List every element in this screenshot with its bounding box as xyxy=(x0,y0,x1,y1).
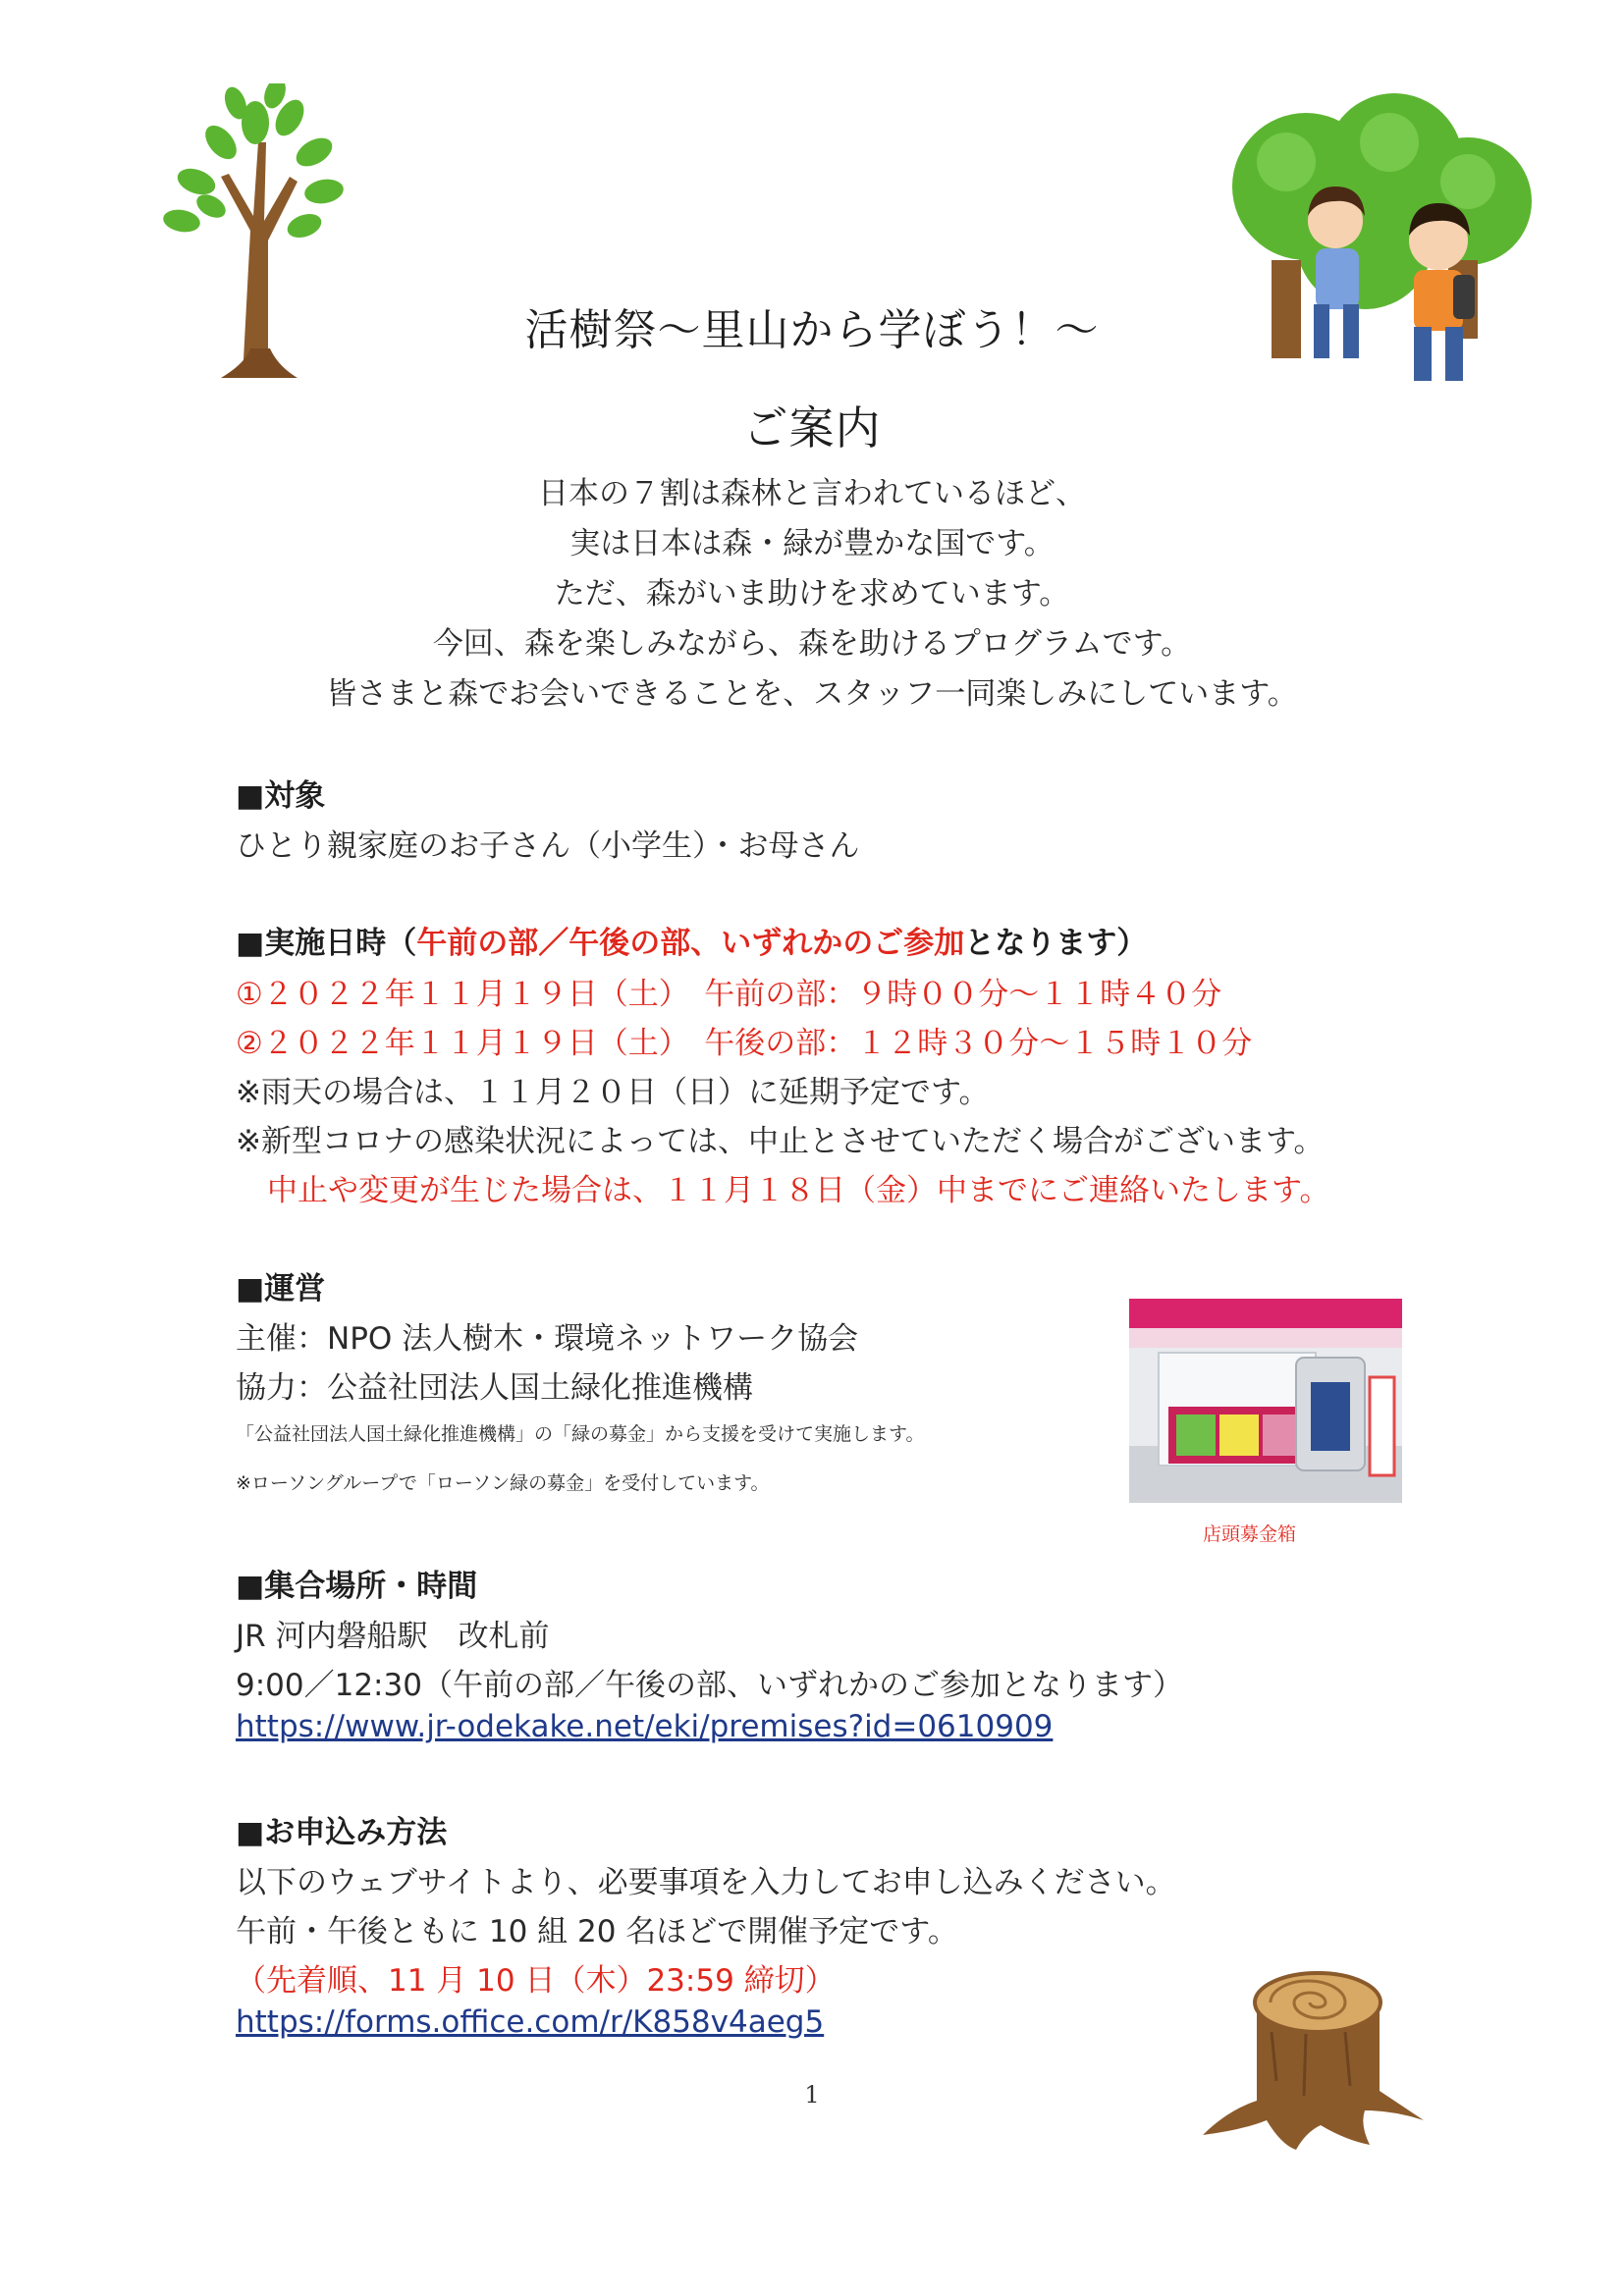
intro-line: 実は日本は森・緑が豊かな国です。 xyxy=(569,526,1055,561)
meeting-place: JR 河内磐船駅 改札前 xyxy=(236,1619,550,1654)
intro-line: 今回、森を楽しみながら、森を助けるプログラムです。 xyxy=(432,626,1192,662)
apply-text-2: 午前・午後ともに 10 組 20 名ほどで開催予定です。 xyxy=(236,1914,958,1949)
page-title: 活樹祭～里山から学ぼう！～ xyxy=(524,305,1100,355)
meeting-time: 9:00／12:30（午前の部／午後の部、いずれかのご参加となります） xyxy=(236,1668,1183,1703)
apply-text-1: 以下のウェブサイトより、必要事項を入力してお申し込みください。 xyxy=(236,1865,1176,1900)
apply-heading: ■お申込み方法 xyxy=(236,1815,448,1850)
schedule-heading xyxy=(236,918,1147,962)
apply-deadline: （先着順、11 月 10 日（木）23:59 締切） xyxy=(236,1963,836,1999)
lawson-note: ※ローソングループで「ローソン緑の募金」を受付しています。 xyxy=(236,1472,770,1494)
target-text: ひとり親家庭のお子さん（小学生）・お母さん xyxy=(236,828,860,864)
contact-note: 中止や変更が生じた場合は、１１月１８日（金）中までにご連絡いたします。 xyxy=(267,1173,1330,1208)
intro-line: ただ、森がいま助けを求めています。 xyxy=(554,576,1070,612)
support-note: 「公益社団法人国土緑化推進機構」の「緑の募金」から支援を受けて実施します。 xyxy=(236,1423,925,1445)
intro-line: 皆さまと森でお会いできることを、スタッフ一同楽しみにしています。 xyxy=(326,676,1298,712)
session-afternoon: ②２０２２年１１月１９日（土） 午後の部：１２時３０分～１５時１０分 xyxy=(236,1026,1253,1061)
schedule-heading-tail: となります） xyxy=(964,926,1148,961)
station-link[interactable]: https://www.jr-odekake.net/eki/premises?id=0610909 xyxy=(236,1709,1054,1744)
donation-box-photo xyxy=(1129,1299,1402,1503)
cooperation-text: 協力：公益社団法人国土緑化推進機構 xyxy=(236,1370,753,1406)
schedule-heading-open: （ xyxy=(386,926,417,961)
page-number: 1 xyxy=(804,2081,820,2109)
intro-line: 日本の７割は森林と言われているほど、 xyxy=(538,476,1086,511)
photo-caption: 店頭募金箱 xyxy=(1203,1523,1297,1545)
apply-form-link[interactable]: https://forms.office.com/r/K858v4aeg5 xyxy=(236,2004,825,2040)
covid-note: ※新型コロナの感染状況によっては、中止とさせていただく場合がございます。 xyxy=(236,1124,1325,1159)
operation-heading: ■運営 xyxy=(236,1271,326,1307)
intro-text xyxy=(0,469,1624,720)
session-morning: ①２０２２年１１月１９日（土） 午前の部：９時００分～１１時４０分 xyxy=(236,977,1222,1012)
target-heading: ■対象 xyxy=(236,778,326,814)
schedule-heading-label: ■実施日時 xyxy=(236,926,387,961)
rain-note: ※雨天の場合は、１１月２０日（日）に延期予定です。 xyxy=(236,1075,990,1110)
schedule-heading-red: 午前の部／午後の部、いずれかのご参加 xyxy=(416,926,965,961)
stump-illustration xyxy=(1198,1963,1429,2150)
organizer-text: 主催：NPO 法人樹木・環境ネットワーク協会 xyxy=(236,1321,859,1357)
meeting-heading: ■集合場所・時間 xyxy=(236,1569,478,1604)
page-subtitle: ご案内 xyxy=(742,401,882,454)
